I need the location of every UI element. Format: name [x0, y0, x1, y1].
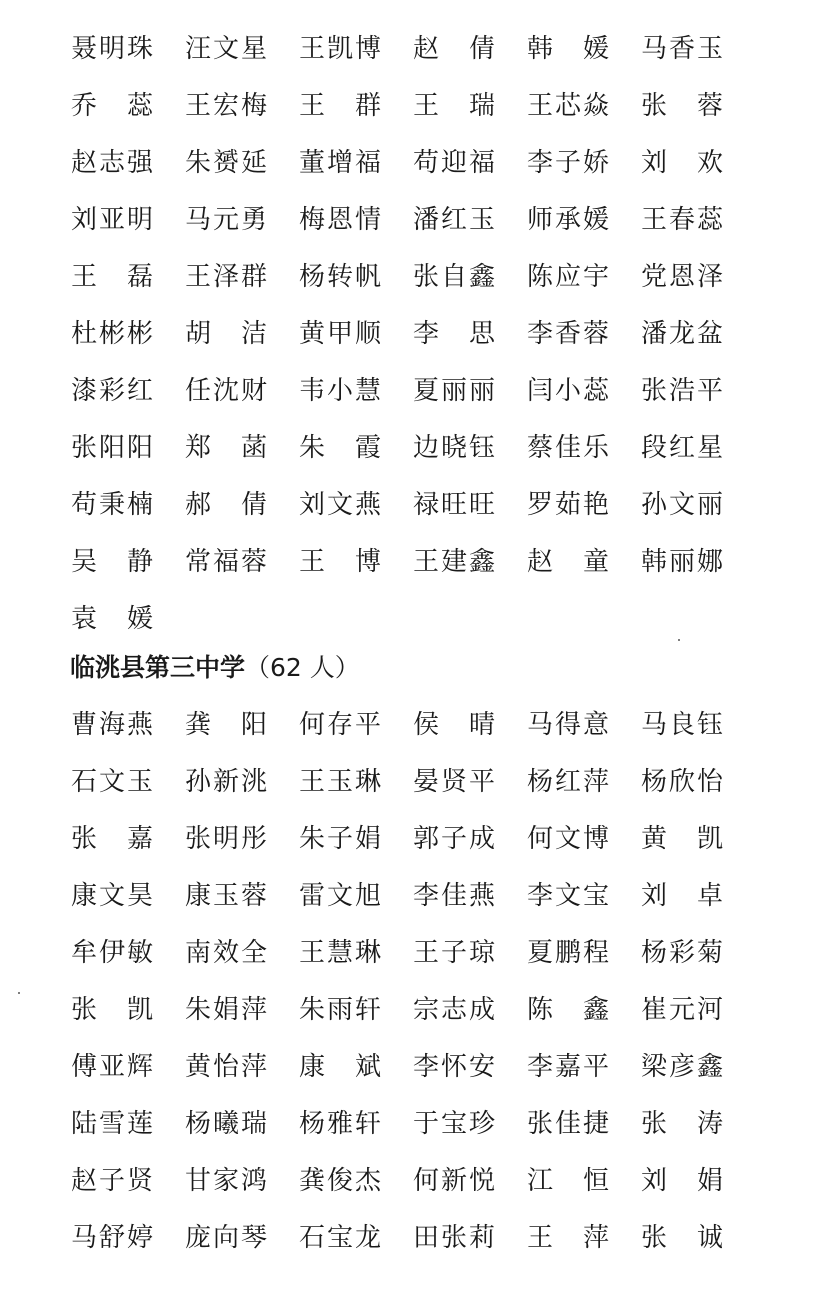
- name-row: [70, 78, 770, 135]
- name-row: [70, 925, 770, 982]
- person-name: 梅恩情: [298, 205, 381, 235]
- person-name: 赵志强: [70, 148, 153, 178]
- person-name: 张佳捷: [526, 1109, 609, 1139]
- person-name: 王宏梅: [184, 91, 267, 121]
- person-name: 董增福: [298, 148, 381, 178]
- person-name: 禄旺旺: [412, 490, 495, 520]
- person-name: 汪文星: [184, 34, 267, 64]
- person-name: 黄怡萍: [184, 1052, 267, 1082]
- person-name: 袁 媛: [70, 604, 153, 634]
- person-name: 刘 娟: [640, 1166, 723, 1196]
- person-name: 张 蓉: [640, 91, 723, 121]
- person-name: 宗志成: [412, 995, 495, 1025]
- name-row: [70, 21, 770, 78]
- name-row: [70, 477, 770, 534]
- person-name: 康 斌: [298, 1052, 381, 1082]
- person-name: 郝 倩: [184, 490, 267, 520]
- school-name: 临洮县第三中学: [70, 653, 246, 682]
- person-name: 张 诚: [640, 1223, 723, 1253]
- person-name: 龚 阳: [184, 710, 267, 740]
- person-name: 甘家鸿: [184, 1166, 267, 1196]
- person-name: 郑 菡: [184, 433, 267, 463]
- person-name: 杜彬彬: [70, 319, 153, 349]
- scan-speck: [18, 992, 20, 994]
- person-name: 王芯焱: [526, 91, 609, 121]
- name-row: [70, 1039, 770, 1096]
- person-name: 梁彦鑫: [640, 1052, 723, 1082]
- person-name: 侯 晴: [412, 710, 495, 740]
- person-name: 牟伊敏: [70, 938, 153, 968]
- person-name: 漆彩红: [70, 376, 153, 406]
- person-name: 刘 欢: [640, 148, 723, 178]
- name-row: [70, 363, 770, 420]
- person-name: 南效全: [184, 938, 267, 968]
- person-name: 杨转帆: [298, 262, 381, 292]
- name-row: [70, 697, 770, 754]
- person-name: 黄 凯: [640, 824, 723, 854]
- person-name: 李佳燕: [412, 881, 495, 911]
- person-name: 朱娟萍: [184, 995, 267, 1025]
- person-name: 龚俊杰: [298, 1166, 381, 1196]
- person-name: 雷文旭: [298, 881, 381, 911]
- person-name: 王春蕊: [640, 205, 723, 235]
- person-name: 刘文燕: [298, 490, 381, 520]
- person-name: 师承媛: [526, 205, 609, 235]
- name-row: [70, 1096, 770, 1153]
- person-name: 庞向琴: [184, 1223, 267, 1253]
- person-name: 王 萍: [526, 1223, 609, 1253]
- name-row: [70, 534, 770, 591]
- person-name: 聂明珠: [70, 34, 153, 64]
- person-name: 蔡佳乐: [526, 433, 609, 463]
- person-name: 陈应宇: [526, 262, 609, 292]
- person-name: 江 恒: [526, 1166, 609, 1196]
- school-heading: [70, 643, 360, 693]
- name-row: [70, 591, 770, 648]
- person-name: 潘龙盆: [640, 319, 723, 349]
- person-name: 于宝珍: [412, 1109, 495, 1139]
- person-name: 刘亚明: [70, 205, 153, 235]
- person-name: 王子琼: [412, 938, 495, 968]
- person-name: 马舒婷: [70, 1223, 153, 1253]
- person-name: 罗茹艳: [526, 490, 609, 520]
- person-name: 夏丽丽: [412, 376, 495, 406]
- person-name: 苟秉楠: [70, 490, 153, 520]
- student-count: （62 人）: [245, 653, 360, 682]
- name-list-section-2: [70, 697, 770, 1267]
- scan-speck: [678, 639, 680, 641]
- person-name: 杨曦瑞: [184, 1109, 267, 1139]
- person-name: 田张莉: [412, 1223, 495, 1253]
- person-name: 段红星: [640, 433, 723, 463]
- name-row: [70, 192, 770, 249]
- person-name: 王 瑞: [412, 91, 495, 121]
- person-name: 何文博: [526, 824, 609, 854]
- person-name: 党恩泽: [640, 262, 723, 292]
- person-name: 潘红玉: [412, 205, 495, 235]
- person-name: 夏鹏程: [526, 938, 609, 968]
- name-row: [70, 1210, 770, 1267]
- person-name: 李香蓉: [526, 319, 609, 349]
- person-name: 朱雨轩: [298, 995, 381, 1025]
- person-name: 王玉琳: [298, 767, 381, 797]
- person-name: 王 磊: [70, 262, 153, 292]
- name-list-section-1: [70, 21, 770, 648]
- person-name: 杨雅轩: [298, 1109, 381, 1139]
- person-name: 崔元河: [640, 995, 723, 1025]
- person-name: 何存平: [298, 710, 381, 740]
- person-name: 王建鑫: [412, 547, 495, 577]
- person-name: 韦小慧: [298, 376, 381, 406]
- person-name: 张 凯: [70, 995, 153, 1025]
- person-name: 孙文丽: [640, 490, 723, 520]
- person-name: 杨欣怡: [640, 767, 723, 797]
- person-name: 张明彤: [184, 824, 267, 854]
- name-row: [70, 249, 770, 306]
- person-name: 陈 鑫: [526, 995, 609, 1025]
- person-name: 韩丽娜: [640, 547, 723, 577]
- person-name: 常福蓉: [184, 547, 267, 577]
- person-name: 王 博: [298, 547, 381, 577]
- person-name: 何新悦: [412, 1166, 495, 1196]
- name-row: [70, 811, 770, 868]
- person-name: 韩 媛: [526, 34, 609, 64]
- person-name: 曹海燕: [70, 710, 153, 740]
- person-name: 马元勇: [184, 205, 267, 235]
- person-name: 吴 静: [70, 547, 153, 577]
- person-name: 王凯博: [298, 34, 381, 64]
- person-name: 陆雪莲: [70, 1109, 153, 1139]
- person-name: 赵子贤: [70, 1166, 153, 1196]
- person-name: 李子娇: [526, 148, 609, 178]
- person-name: 苟迎福: [412, 148, 495, 178]
- person-name: 马得意: [526, 710, 609, 740]
- person-name: 王慧琳: [298, 938, 381, 968]
- person-name: 郭子成: [412, 824, 495, 854]
- person-name: 王泽群: [184, 262, 267, 292]
- person-name: 赵 童: [526, 547, 609, 577]
- person-name: 闫小蕊: [526, 376, 609, 406]
- person-name: 石文玉: [70, 767, 153, 797]
- person-name: 朱子娟: [298, 824, 381, 854]
- person-name: 李 思: [412, 319, 495, 349]
- person-name: 马良钰: [640, 710, 723, 740]
- name-row: [70, 982, 770, 1039]
- person-name: 马香玉: [640, 34, 723, 64]
- person-name: 刘 卓: [640, 881, 723, 911]
- name-row: [70, 306, 770, 363]
- person-name: 李文宝: [526, 881, 609, 911]
- person-name: 张自鑫: [412, 262, 495, 292]
- person-name: 边晓钰: [412, 433, 495, 463]
- person-name: 李嘉平: [526, 1052, 609, 1082]
- name-row: [70, 868, 770, 925]
- person-name: 杨红萍: [526, 767, 609, 797]
- person-name: 康文昊: [70, 881, 153, 911]
- person-name: 张阳阳: [70, 433, 153, 463]
- person-name: 胡 洁: [184, 319, 267, 349]
- person-name: 任沈财: [184, 376, 267, 406]
- person-name: 晏贤平: [412, 767, 495, 797]
- person-name: 孙新洮: [184, 767, 267, 797]
- person-name: 张浩平: [640, 376, 723, 406]
- name-row: [70, 1153, 770, 1210]
- name-row: [70, 754, 770, 811]
- person-name: 石宝龙: [298, 1223, 381, 1253]
- person-name: 黄甲顺: [298, 319, 381, 349]
- person-name: 张 嘉: [70, 824, 153, 854]
- person-name: 王 群: [298, 91, 381, 121]
- person-name: 赵 倩: [412, 34, 495, 64]
- name-row: [70, 135, 770, 192]
- name-row: [70, 420, 770, 477]
- person-name: 康玉蓉: [184, 881, 267, 911]
- person-name: 朱赟延: [184, 148, 267, 178]
- person-name: 乔 蕊: [70, 91, 153, 121]
- person-name: 杨彩菊: [640, 938, 723, 968]
- person-name: 李怀安: [412, 1052, 495, 1082]
- person-name: 张 涛: [640, 1109, 723, 1139]
- person-name: 朱 霞: [298, 433, 381, 463]
- person-name: 傅亚辉: [70, 1052, 153, 1082]
